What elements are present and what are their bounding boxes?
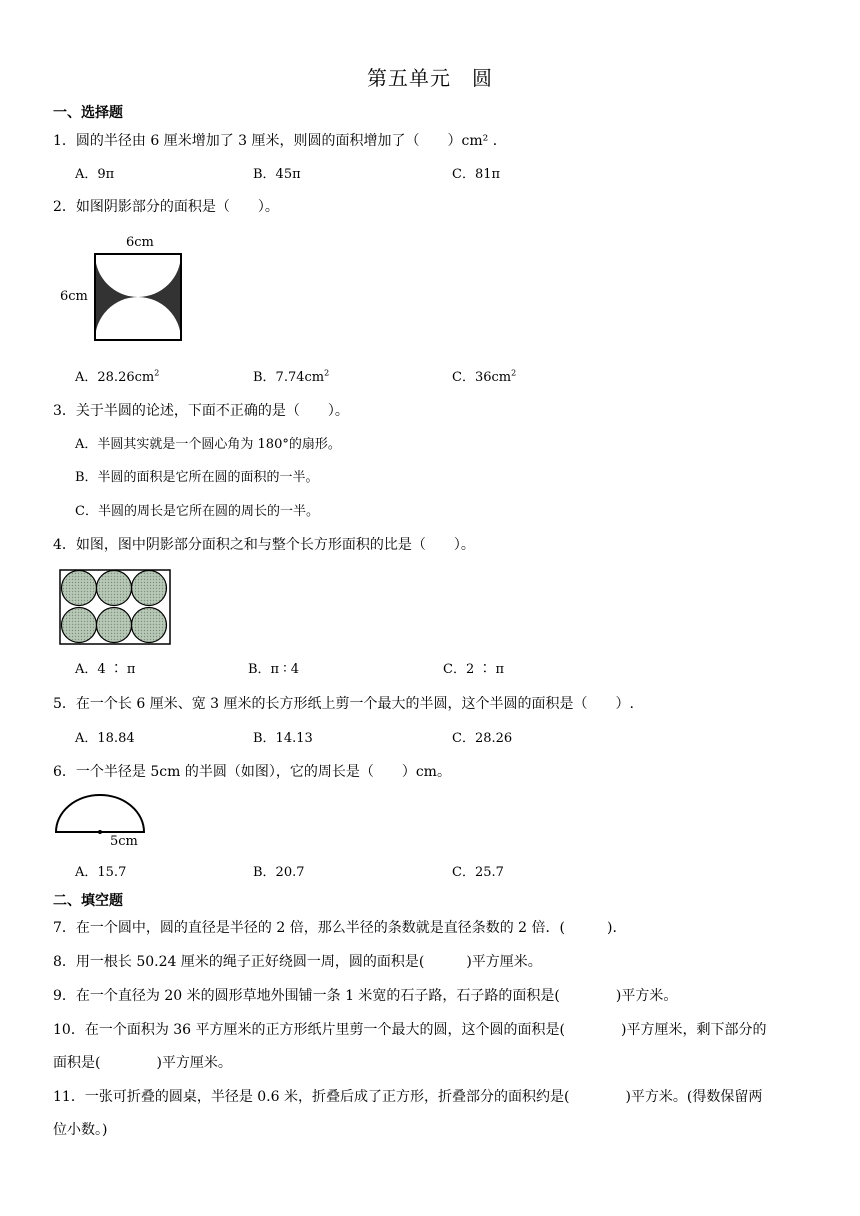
page-title: 第五单元 圆 — [367, 66, 493, 90]
question-2-option-a[interactable]: A．$28.26cm^2$ — [75, 368, 160, 385]
question-2-option-c[interactable]: C．$36cm^2$ — [452, 368, 517, 385]
figure-2-left-label: 6cm — [60, 289, 88, 304]
question-5-option-a[interactable]: A．18.84 — [75, 731, 135, 746]
question-4-option-b[interactable]: B．π ∶ 4 — [248, 662, 300, 677]
question-10-line-2: 面积是( )平方厘米。 — [53, 1055, 232, 1071]
question-7-text: 7．在一个圆中，圆的直径是半径的 2 倍，那么半径的条数就是直径条数的 2 倍．( ). — [53, 920, 617, 936]
question-4-text: 4．如图，图中阴影部分面积之和与整个长方形面积的比是（ ）。 — [53, 537, 475, 553]
question-11-line-2: 位小数。) — [53, 1122, 108, 1138]
question-9-text: 9．在一个直径为 20 米的圆形草地外围铺一条 1 米宽的石子路，石子路的面积是( )平方米。 — [53, 988, 678, 1004]
question-1-text: 1．圆的半径由 6 厘米增加了 3 厘米，则圆的面积增加了（ ）cm² ． — [53, 133, 507, 149]
question-1-option-a[interactable]: A．9π — [75, 167, 115, 182]
question-3-option-c[interactable]: C．半圆的周长是它所在圆的周长的一半。 — [75, 504, 319, 519]
figure-6-label: 5cm — [110, 834, 138, 849]
semicircle-figure — [55, 794, 145, 834]
question-6-option-b[interactable]: B．20.7 — [253, 865, 305, 880]
question-5-option-c[interactable]: C．28.26 — [452, 731, 513, 746]
question-2-option-b[interactable]: B．$7.74cm^2$ — [253, 368, 330, 385]
question-3-option-b[interactable]: B．半圆的面积是它所在圆的面积的一半。 — [75, 470, 319, 485]
question-6-option-a[interactable]: A．15.7 — [75, 865, 127, 880]
section-heading-fill: 二、填空题 — [53, 893, 123, 909]
question-6-option-c[interactable]: C．25.7 — [452, 865, 504, 880]
question-3-option-a[interactable]: A．半圆其实就是一个圆心角为 180°的扇形。 — [75, 437, 341, 452]
section-heading-choice: 一、选择题 — [53, 105, 123, 121]
question-2-text: 2．如图阴影部分的面积是（ ）。 — [53, 199, 279, 215]
question-10-line-1: 10．在一个面积为 36 平方厘米的正方形纸片里剪一个最大的圆，这个圆的面积是( )平方厘米，剩下部分的 — [53, 1022, 767, 1038]
question-5-option-b[interactable]: B．14.13 — [253, 731, 313, 746]
six-circles-figure — [59, 569, 171, 645]
shaded-square-figure — [94, 253, 184, 343]
question-4-option-a[interactable]: A．4 ∶ π — [75, 662, 136, 677]
question-6-text: 6．一个半径是 5cm 的半圆（如图），它的周长是（ ）cm。 — [53, 764, 451, 780]
question-5-text: 5．在一个长 6 厘米、宽 3 厘米的长方形纸上剪一个最大的半圆，这个半圆的面积是（ ）. — [53, 696, 634, 712]
question-1-option-b[interactable]: B．45π — [253, 167, 301, 182]
question-11-line-1: 11．一张可折叠的圆桌，半径是 0.6 米，折叠后成了正方形，折叠部分的面积约是( )平方米。(得数保留两 — [53, 1089, 763, 1105]
question-4-option-c[interactable]: C．2 ∶ π — [443, 662, 505, 677]
figure-2-top-label: 6cm — [126, 235, 154, 250]
question-3-text: 3．关于半圆的论述，下面不正确的是（ ）。 — [53, 403, 349, 419]
question-1-option-c[interactable]: C．81π — [452, 167, 501, 182]
question-8-text: 8．用一根长 50.24 厘米的绳子正好绕圆一周，圆的面积是( )平方厘米。 — [53, 954, 542, 970]
